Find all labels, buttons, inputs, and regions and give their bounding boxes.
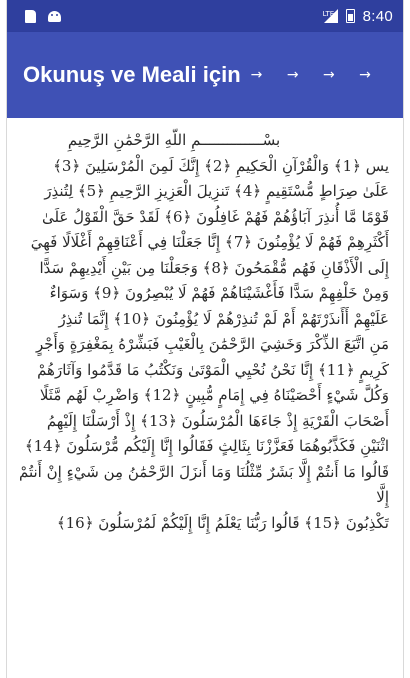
phone-screen	[6, 0, 404, 678]
verse-line: إِلَى الْأَذْقَانِ فَهُم مُّقْمَحُونَ ﴿8﴾ وَجَعَلْنَا مِن بَيْنِ أَيْدِيهِمْ سَدًّا	[39, 258, 389, 277]
verse-line: قَالُوا مَا أَنتُمْ إِلَّا بَشَرٌ مِّثْلُنَا وَمَا أَنزَلَ الرَّحْمَٰنُ مِن شَيْءٍ إِنْ أَنتُمْ إِلَّا	[19, 462, 389, 506]
verse-line: وَكُلَّ شَيْءٍ أَحْصَيْنَاهُ فِي إِمَامٍ مُّبِينٍ ﴿12﴾ وَاضْرِبْ لَهُم مَّثَلًا	[39, 386, 389, 404]
verse-line: قَوْمًا مَّا أُنذِرَ آبَاؤُهُمْ فَهُمْ غَافِلُونَ ﴿6﴾ لَقَدْ حَقَّ الْقَوْلُ عَلَىٰ	[41, 207, 389, 226]
verse-line: أَصْحَابَ الْقَرْيَةِ إِذْ جَاءَهَا الْمُرْسَلُونَ ﴿13﴾ إِذْ أَرْسَلْنَا إِلَيْهِمُ	[46, 411, 389, 430]
verse-line: وَمِنْ خَلْفِهِمْ سَدًّا فَأَغْشَيْنَاهُمْ فَهُمْ لَا يُبْصِرُونَ ﴿9﴾ وَسَوَاءٌ	[49, 284, 389, 302]
title-arrows: → → → →	[250, 67, 381, 83]
verse-line: مَنِ اتَّبَعَ الذِّكْرَ وَخَشِيَ الرَّحْمَٰنَ بِالْغَيْبِ فَبَشِّرْهُ بِمَغْفِرَةٍ وَأَجْرٍ	[35, 335, 389, 353]
verse-line: اثْنَيْنِ فَكَذَّبُوهُمَا فَعَزَّزْنَا بِثَالِثٍ فَقَالُوا إِنَّا إِلَيْكُم مُّرْسَلُونَ ﴿14﴾	[24, 437, 389, 455]
android-icon	[48, 11, 61, 22]
verse-line: كَرِيمٍ ﴿11﴾ إِنَّا نَحْنُ نُحْيِي الْمَوْتَىٰ وَنَكْتُبُ مَا قَدَّمُوا وَآثَارَهُمْ	[37, 360, 389, 379]
status-clock: 8:40	[362, 7, 393, 25]
basmala: بسْــــــــــــــمِ اللَّهِ الرَّحْمَٰنِ الرَّحِيمِ	[67, 131, 281, 149]
arabic-text	[19, 128, 389, 536]
verse-line: أَكْثَرِهِمْ فَهُمْ لَا يُؤْمِنُونَ ﴿7﴾ إِنَّا جَعَلْنَا فِي أَعْنَاقِهِمْ أَغْلَالًا فَهِيَ	[30, 233, 389, 251]
battery-icon	[346, 9, 355, 23]
scroll-fade	[19, 580, 389, 590]
verse-line: عَلَىٰ صِرَاطٍ مُّسْتَقِيمٍ ﴿4﴾ تَنزِيلَ الْعَزِيزِ الرَّحِيمِ ﴿5﴾ لِتُنذِرَ	[44, 182, 389, 200]
app-title: Okunuş ve Meali için	[23, 62, 241, 87]
verse-line: يس ﴿1﴾ وَالْقُرْآنِ الْحَكِيمِ ﴿2﴾ إِنَّكَ لَمِنَ الْمُرْسَلِينَ ﴿3﴾	[53, 156, 389, 175]
verse-line: تَكْذِبُونَ ﴿15﴾ قَالُوا رَبُّنَا يَعْلَمُ إِنَّا إِلَيْكُمْ لَمُرْسَلُونَ ﴿16﴾	[56, 513, 389, 532]
arabic-text-scroll[interactable]	[19, 128, 389, 584]
surah-content[interactable]	[7, 118, 403, 678]
verse-line: عَلَيْهِمْ أَأَنذَرْتَهُمْ أَمْ لَمْ تُنذِرْهُمْ لَا يُؤْمِنُونَ ﴿10﴾ إِنَّمَا تُنذِرُ	[58, 309, 389, 328]
sd-card-icon	[25, 10, 36, 23]
status-bar	[7, 0, 403, 32]
signal-icon	[324, 9, 338, 23]
network-tag: LTE	[322, 10, 335, 18]
app-bar	[7, 32, 403, 118]
